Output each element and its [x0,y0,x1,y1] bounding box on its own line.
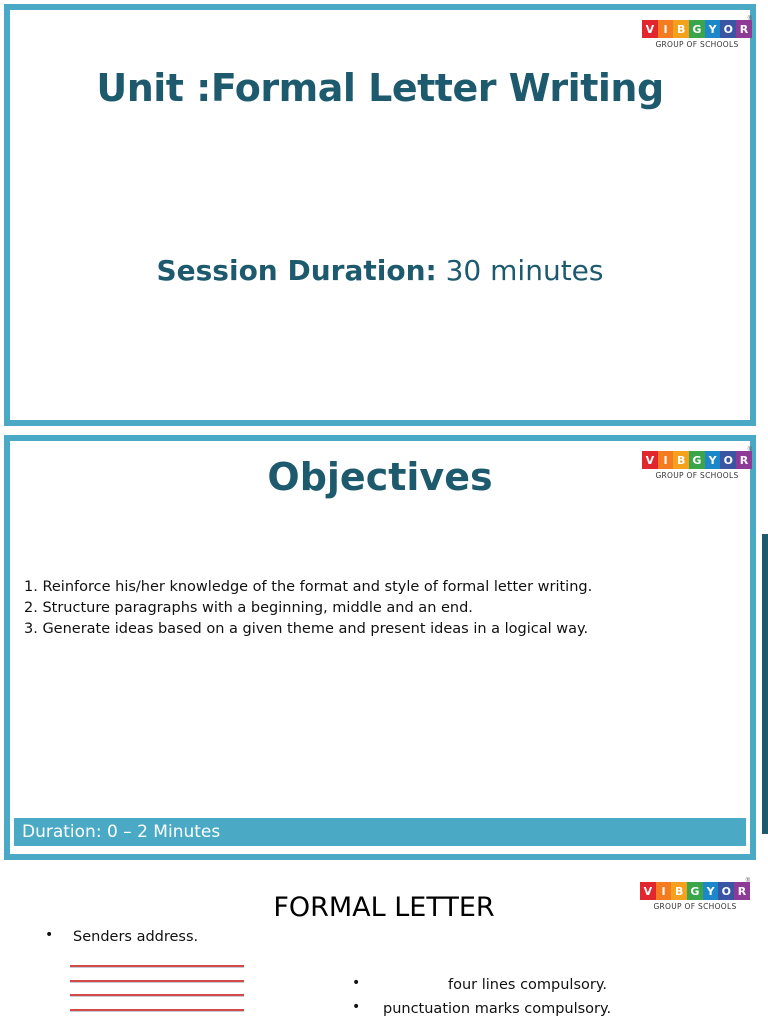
logo-trademark: ® [745,878,750,884]
logo-trademark: ® [747,447,752,453]
objectives-list [24,577,592,640]
logo-letter-tile: O [718,882,734,900]
logo-letter-tile: G [689,20,705,38]
bullet-text: punctuation marks compulsory. [383,1001,612,1017]
address-line [70,980,244,983]
session-duration-label: Session Duration: [156,254,437,287]
logo-letter-tile: B [671,882,687,900]
logo-letter-tile: V [642,451,658,469]
logo-letter-tile: G [687,882,703,900]
objective-item: 1. Reinforce his/her knowledge of the format and style of formal letter writing. [24,579,593,595]
logo-letter-tile: B [673,20,689,38]
logo-letter-tile: Y [705,451,721,469]
logo-letter-tile: Y [703,882,719,900]
logo-letter-tile: O [720,451,736,469]
logo-letter-tile: R [736,20,752,38]
slide-objectives [4,435,756,860]
session-duration-value: 30 minutes [436,254,604,287]
bullet-text: four lines compulsory. [448,977,607,993]
address-line [70,965,244,968]
address-line [70,1009,244,1012]
duration-bar: Duration: 0 – 2 Minutes [14,818,746,846]
logo-letter-tile: O [720,20,736,38]
bullet-senders-address [45,927,199,945]
vibgyor-logo [642,16,752,54]
logo-subtitle: GROUP OF SCHOOLS [655,471,739,480]
logo-letter-tile: B [673,451,689,469]
slide-title [4,4,756,426]
address-line [70,994,244,997]
slide-title-heading: Unit :Formal Letter Writing [96,66,664,110]
logo-letter-tile: I [658,20,674,38]
edge-strip [762,534,768,834]
logo-trademark: ® [747,16,752,22]
logo-letter-tile: R [734,882,750,900]
bullet-punctuation [352,999,612,1017]
logo-letter-tile: I [658,451,674,469]
logo-subtitle: GROUP OF SCHOOLS [653,902,737,911]
logo-letter-tile: R [736,451,752,469]
formal-letter-heading: FORMAL LETTER [273,892,495,923]
logo-letter-tile: V [640,882,656,900]
objective-item: 3. Generate ideas based on a given theme and present ideas in a logical way. [24,621,589,637]
logo-letter-tile: V [642,20,658,38]
objectives-heading: Objectives [267,455,493,499]
logo-letter-tile: G [689,451,705,469]
session-duration [10,254,750,287]
logo-subtitle: GROUP OF SCHOOLS [655,40,739,49]
logo-tiles [642,20,752,38]
bullet-dot: • [352,999,361,1015]
logo-letter-tile: Y [705,20,721,38]
bullet-dot: • [45,927,54,943]
objective-item: 2. Structure paragraphs with a beginning, middle and an end. [24,600,473,616]
bullet-text: Senders address. [73,929,199,945]
bullet-four-lines [352,975,607,993]
bullet-dot: • [352,975,361,991]
logo-letter-tile: I [656,882,672,900]
